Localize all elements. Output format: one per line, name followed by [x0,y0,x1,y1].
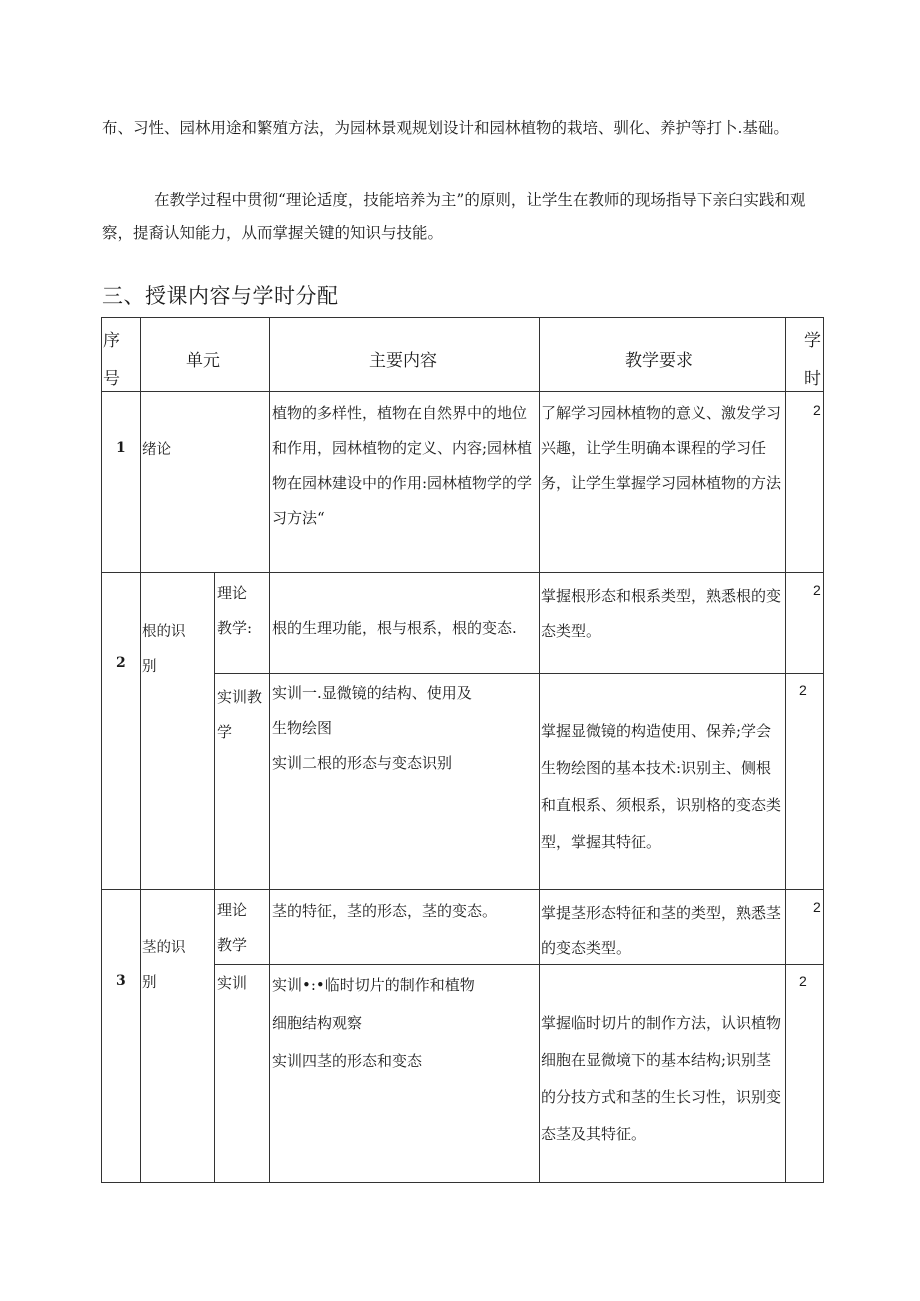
header-requirement: 教学要求 [625,351,693,371]
row-2-practice-content-line-1: 实训一.显微镜的结构、使用及 [272,684,472,702]
row-3-practice-requirement: 掌握临时切片的制作方法，认识植物细胞在显微境下的基本结构;识别茎的分技方式和茎的生长习性，识别变态茎及其特征。 [541,1014,782,1143]
header-hours-2: 时 [804,369,821,389]
row-1-content: 植物的多样性，植物在自然界中的地位和作用，园林植物的定义、内容;园林植物在园林建设中的作用:园林植物学的学习方法“ [272,404,533,527]
intro-paragraph-1: 布、习性、园林用途和繁殖方法，为园林景观规划设计和园林植物的栽培、驯化、养护等打卜.基础。 [102,119,789,137]
row-2-practice-type-line-1: 实训教 [217,688,263,706]
row-3-unit-line-2: 别 [142,975,157,991]
row-3-practice-content-line-1: 实训•:•临时切片的制作和植物 [272,976,475,994]
row-3-practice-content-line-2: 细胞结构观察 [272,1014,363,1032]
row-3-theory-type [217,893,247,963]
row-2-theory-requirement: 掌握根形态和根系类型，熟悉根的变态类型。 [541,587,782,640]
row-3-practice-content [272,966,538,1080]
row-1-unit: 绪论 [142,442,171,458]
row-3-practice-content-line-3: 实训四茎的形态和变态 [272,1052,423,1070]
row-3-practice-type: 实训 [217,974,248,992]
header-content: 主要内容 [369,351,437,371]
row-2-theory-type-line-1: 理论 [217,584,248,602]
intro-paragraph-2: 在教学过程中贯彻“理论适度，技能培养为主”的原则，让学生在教师的现场指导下亲臼实践和观察，提裔认知能力，从而掌握关键的知识与技能。 [102,191,806,242]
row-3-number: 3 [116,973,126,989]
row-1-requirement: 了解学习园林植物的意义、激发学习兴趣，让学生明确本课程的学习任务，让学生掌握学习园林植物的方法 [541,404,782,492]
row-1-number: 1 [116,440,126,456]
row-2-theory-content: 根的生理功能，根与根系，根的变态. [272,619,517,637]
row-2-practice-requirement: 掌握显微镜的构造使用、保养;学会生物绘图的基本技术:识别主、侧根和直根系、须根系，识别格的变态类型，掌握其特征。 [541,722,782,851]
header-unit: 单元 [186,351,220,371]
row-1-hours: 2 [813,402,821,418]
row-2-number: 2 [116,655,126,671]
row-2-practice-content [272,676,538,781]
row-3-theory-hours: 2 [813,899,821,915]
row-2-theory-type [217,576,252,646]
header-hours: 学 [804,331,821,351]
row-2-practice-content-line-3: 实训二根的形态与变态识别 [272,754,453,772]
row-2-practice-type [217,680,262,750]
header-seq-2: 号 [103,369,120,389]
row-3-unit-line-1: 茎的识 [142,940,186,956]
row-2-theory-hours: 2 [813,582,821,598]
row-3-theory-content: 茎的特征，茎的形态，茎的变态。 [272,902,498,920]
row-3-unit [142,931,214,1001]
section-heading: 三、授课内容与学时分配 [102,284,339,308]
row-2-theory-type-line-2: 教学: [217,619,253,637]
row-2-practice-content-line-2: 生物绘图 [272,719,333,737]
row-3-theory-requirement: 掌提茎形态特征和茎的类型，熟悉茎的变态类型。 [541,904,782,957]
row-2-practice-type-line-2: 学 [217,723,233,741]
row-2-practice-hours: 2 [799,682,807,698]
row-3-practice-hours: 2 [799,973,807,989]
header-seq: 序 [103,331,120,351]
row-2-unit [142,615,214,685]
row-2-unit-line-1: 根的识 [142,624,186,640]
row-2-unit-line-2: 别 [142,659,157,675]
row-3-theory-type-line-1: 理论 [217,901,248,919]
row-3-theory-type-line-2: 教学 [217,936,248,954]
